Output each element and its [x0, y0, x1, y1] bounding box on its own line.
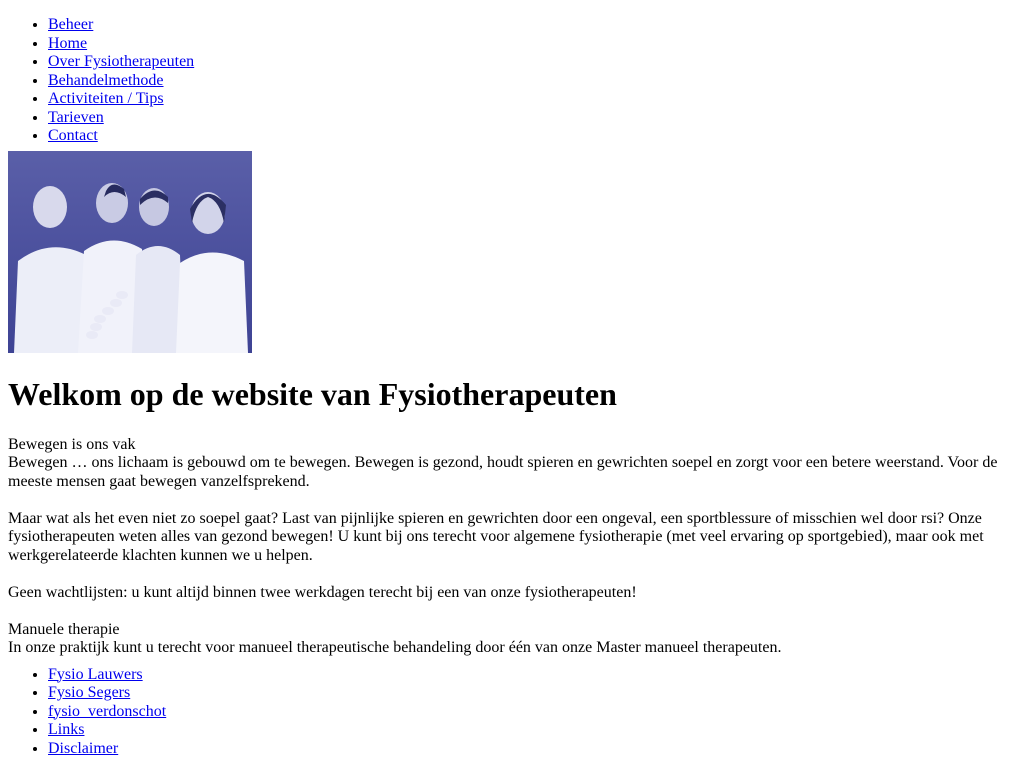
footer-link-fysio-segers[interactable]: Fysio Segers	[48, 684, 131, 701]
nav-link-behandelmethode[interactable]: Behandelmethode	[48, 71, 164, 89]
footer-item-verdonschot	[48, 703, 1016, 722]
paragraph-bewegen-1: Bewegen … ons lichaam is gebouwd om te bewegen. Bewegen is gezond, houdt spieren en gewrichten soepel en zorgt voor een betere weerstand. Voor de meeste mensen gaat bewegen vanzelfsprekend.	[8, 454, 998, 490]
main-navigation	[8, 16, 1016, 146]
section-manuele-therapie	[8, 621, 1016, 658]
footer-link-disclaimer[interactable]: Disclaimer	[48, 739, 119, 757]
footer-item-links	[48, 721, 1016, 740]
footer-item-segers	[48, 684, 1016, 703]
team-photo	[8, 151, 252, 353]
nav-link-activiteiten-tips[interactable]: Activiteiten / Tips	[48, 90, 164, 107]
nav-link-home[interactable]: Home	[48, 34, 88, 52]
paragraph-bewegen-2: Maar wat als het even niet zo soepel gaat? Last van pijnlijke spieren en gewrichten door een ongeval, een sportblessure of misschien wel door rsi? Onze fysiotherapeuten weten alles van gezond bewegen! U kunt bij ons terecht voor algemene fysiotherapie (met veel ervaring op sportgebied), maar ook met werkgerelateerde klachten kunnen we u helpen.	[8, 509, 984, 564]
section-heading-manuele-therapie: Manuele therapie	[8, 620, 120, 638]
nav-item-activiteiten	[48, 90, 1016, 109]
page-title: Welkom op de website van Fysiotherapeuten	[8, 375, 617, 412]
nav-link-over-fysiotherapeuten[interactable]: Over Fysiotherapeuten	[48, 53, 195, 70]
footer-navigation	[8, 666, 1016, 759]
footer-link-fysio-verdonschot[interactable]: fysio verdonschot	[48, 702, 167, 720]
nav-item-behandelmethode	[48, 72, 1016, 91]
section-heading-bewegen: Bewegen is ons vak	[8, 435, 136, 453]
footer-link-links[interactable]: Links	[48, 721, 85, 738]
nav-link-contact[interactable]: Contact	[48, 127, 98, 144]
footer-item-disclaimer	[48, 740, 1016, 759]
nav-item-beheer	[48, 16, 1016, 35]
paragraph-manuele-therapie: In onze praktijk kunt u terecht voor manueel therapeutische behandeling door één van onze Master manueel therapeuten.	[8, 639, 782, 656]
nav-item-contact	[48, 127, 1016, 146]
nav-item-home	[48, 35, 1016, 54]
footer-link-fysio-lauwers[interactable]: Fysio Lauwers	[48, 665, 143, 683]
nav-link-tarieven[interactable]: Tarieven	[48, 108, 104, 126]
paragraph-bewegen-3: Geen wachtlijsten: u kunt altijd binnen twee werkdagen terecht bij een van onze fysiotherapeuten!	[8, 583, 637, 601]
footer-item-lauwers	[48, 666, 1016, 685]
section-bewegen	[8, 436, 1016, 603]
nav-link-beheer[interactable]: Beheer	[48, 16, 94, 33]
nav-item-over	[48, 53, 1016, 72]
nav-item-tarieven	[48, 109, 1016, 128]
